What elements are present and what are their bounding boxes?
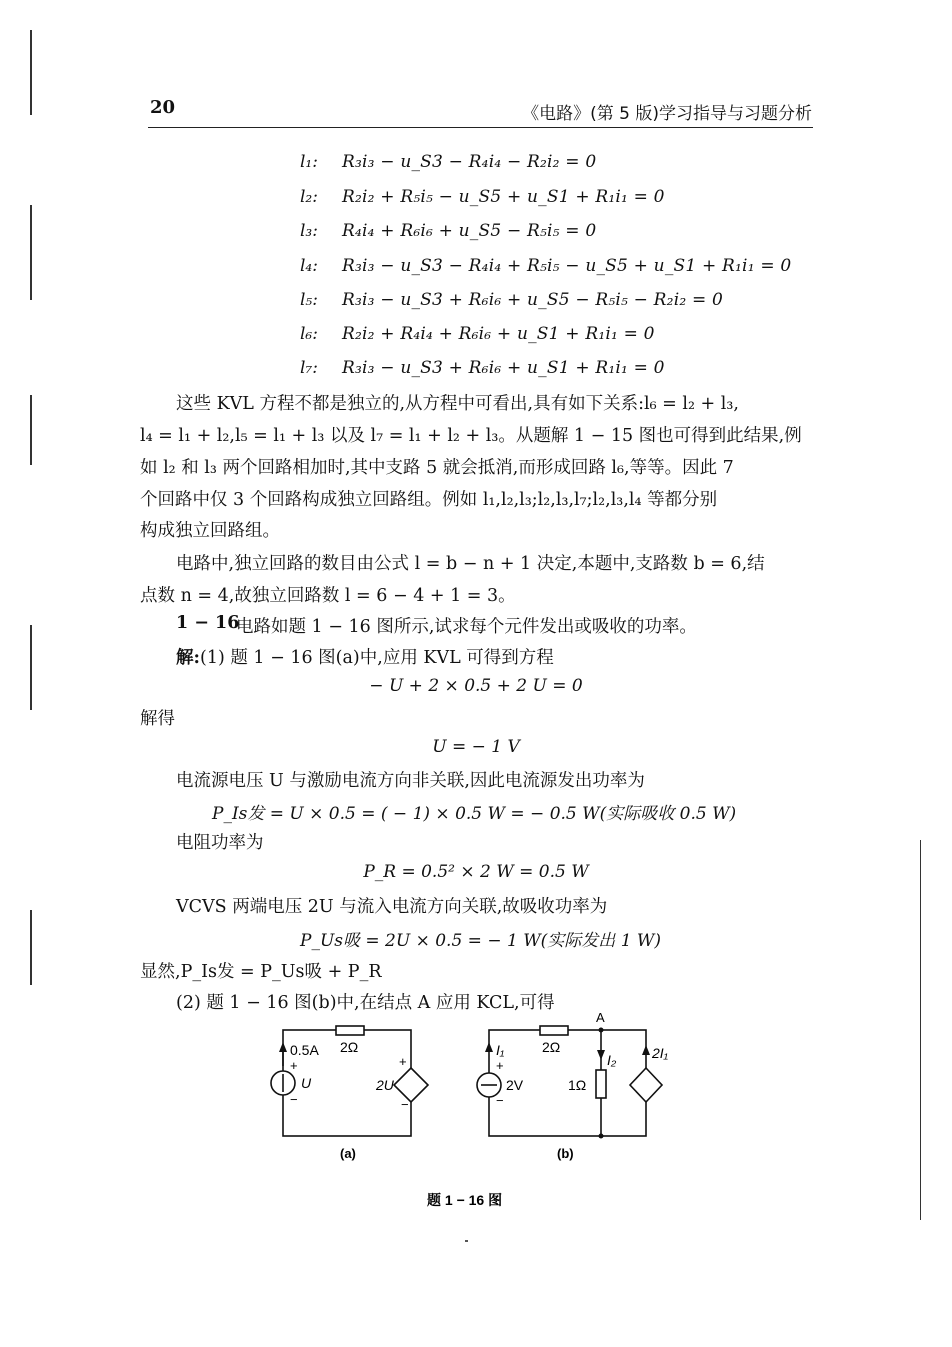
label-2v: 2V <box>506 1077 524 1093</box>
equation: R₃i₃ − u_S3 − R₄i₄ − R₂i₂ = 0 <box>342 152 597 172</box>
scan-margin-line <box>30 625 32 710</box>
paragraph-line: 这些 KVL 方程不都是独立的,从方程中可看出,具有如下关系:l₆ = l₂ + l₃, <box>176 394 739 414</box>
header-rule <box>148 127 813 128</box>
book-title: 《电路》(第 5 版)学习指导与习题分析 <box>522 104 812 124</box>
scan-margin-line <box>30 395 32 465</box>
figure-caption: 题 1 − 16 图 <box>427 1192 503 1208</box>
equation: R₂i₂ + R₄i₄ + R₆i₆ + u_S1 + R₁i₁ = 0 <box>342 324 655 344</box>
scan-dot <box>465 1240 468 1242</box>
label-i1: I₁ <box>496 1042 505 1058</box>
vcvs-power-eq: P_Us吸 = 2U × 0.5 = − 1 W(实际发出 1 W) <box>300 931 662 951</box>
solution-lead: 解: <box>176 648 200 668</box>
svg-text:+: + <box>290 1058 298 1073</box>
resistor-1ohm <box>596 1070 606 1098</box>
label-node-a: A <box>596 1010 605 1025</box>
label-2i1: 2I₁ <box>652 1045 669 1061</box>
solution-part1-intro: (1) 题 1 − 16 图(a)中,应用 KVL 可得到方程 <box>200 648 554 668</box>
label-1ohm: 1Ω <box>568 1077 587 1093</box>
solve-word: 解得 <box>140 709 175 729</box>
circuit-figure <box>0 1010 952 1240</box>
svg-text:+: + <box>496 1058 504 1073</box>
label-u-a: U <box>301 1075 312 1091</box>
equation: R₃i₃ − u_S3 − R₄i₄ + R₅i₅ − u_S5 + u_S1 + R₁i₁ = 0 <box>342 256 792 276</box>
equation: R₄i₄ + R₆i₆ + u_S5 − R₅i₅ = 0 <box>342 221 597 241</box>
vcvs-power-text: VCVS 两端电压 2U 与流入电流方向关联,故吸收功率为 <box>176 897 608 917</box>
paragraph-line: 构成独立回路组。 <box>140 521 280 541</box>
scan-margin-line <box>30 30 32 115</box>
problem-number: 1 − 16 <box>176 613 240 633</box>
label-i2: I₂ <box>607 1052 617 1068</box>
kvl-equation: − U + 2 × 0.5 + 2 U = 0 <box>369 676 583 696</box>
caption-b: (b) <box>557 1146 574 1161</box>
equation: R₃i₃ − u_S3 + R₆i₆ + u_S1 + R₁i₁ = 0 <box>342 358 665 378</box>
paragraph-line: 如 l₂ 和 l₃ 两个回路相加时,其中支路 5 就会抵消,而形成回路 l₆,等等。因此 7 <box>140 458 734 478</box>
equation-label: l₂: <box>300 187 318 207</box>
power-balance: 显然,P_Is发 = P_Us吸 + P_R <box>140 962 382 982</box>
equation-label: l₁: <box>300 152 318 172</box>
equation: R₃i₃ − u_S3 + R₆i₆ + u_S5 − R₅i₅ − R₂i₂ = 0 <box>342 290 724 310</box>
u-result: U = − 1 V <box>432 737 520 757</box>
paragraph-line: 电路中,独立回路的数目由公式 l = b − n + 1 决定,本题中,支路数 b = 6,结 <box>176 554 765 574</box>
scan-margin-line <box>30 910 32 985</box>
paragraph-line: l₄ = l₁ + l₂,l₅ = l₁ + l₃ 以及 l₇ = l₁ + l₂ + l₃。从题解 1 − 15 图也可得到此结果,例 <box>140 426 802 446</box>
source-power-text: 电流源电压 U 与激励电流方向非关联,因此电流源发出功率为 <box>176 771 645 791</box>
equation-label: l₃: <box>300 221 318 241</box>
scan-margin-line <box>30 205 32 300</box>
label-2ohm-a: 2Ω <box>340 1039 359 1055</box>
resistor-a <box>336 1026 364 1035</box>
label-2u-a: 2U <box>376 1077 394 1093</box>
svg-text:−: − <box>496 1093 504 1108</box>
svg-text:−: − <box>401 1097 409 1112</box>
equation: R₂i₂ + R₅i₅ − u_S5 + u_S1 + R₁i₁ = 0 <box>342 187 665 207</box>
equation-label: l₇: <box>300 358 318 378</box>
equation-label: l₆: <box>300 324 318 344</box>
resistor-power-eq: P_R = 0.5² × 2 W = 0.5 W <box>363 862 589 882</box>
label-2ohm-b: 2Ω <box>542 1039 561 1055</box>
solution-part2-intro: (2) 题 1 − 16 图(b)中,在结点 A 应用 KCL,可得 <box>176 993 555 1013</box>
problem-text: 电路如题 1 − 16 图所示,试求每个元件发出或吸收的功率。 <box>236 617 697 637</box>
caption-a: (a) <box>340 1146 356 1161</box>
label-0-5a: 0.5A <box>290 1042 319 1058</box>
equation-label: l₄: <box>300 256 318 276</box>
svg-text:−: − <box>290 1092 298 1107</box>
page-number: 20 <box>150 97 176 118</box>
svg-text:+: + <box>399 1054 407 1069</box>
resistor-power-text: 电阻功率为 <box>176 833 264 853</box>
resistor-b <box>540 1026 568 1035</box>
equation-label: l₅: <box>300 290 318 310</box>
current-source-power-eq: P_Is发 = U × 0.5 = ( − 1) × 0.5 W = − 0.5 W(实际吸收 0.5 W) <box>212 804 737 824</box>
paragraph-line: 点数 n = 4,故独立回路数 l = 6 − 4 + 1 = 3。 <box>140 586 516 606</box>
paragraph-line: 个回路中仅 3 个回路构成独立回路组。例如 l₁,l₂,l₃;l₂,l₃,l₇;l₂,l₃,l₄ 等都分别 <box>140 490 718 510</box>
